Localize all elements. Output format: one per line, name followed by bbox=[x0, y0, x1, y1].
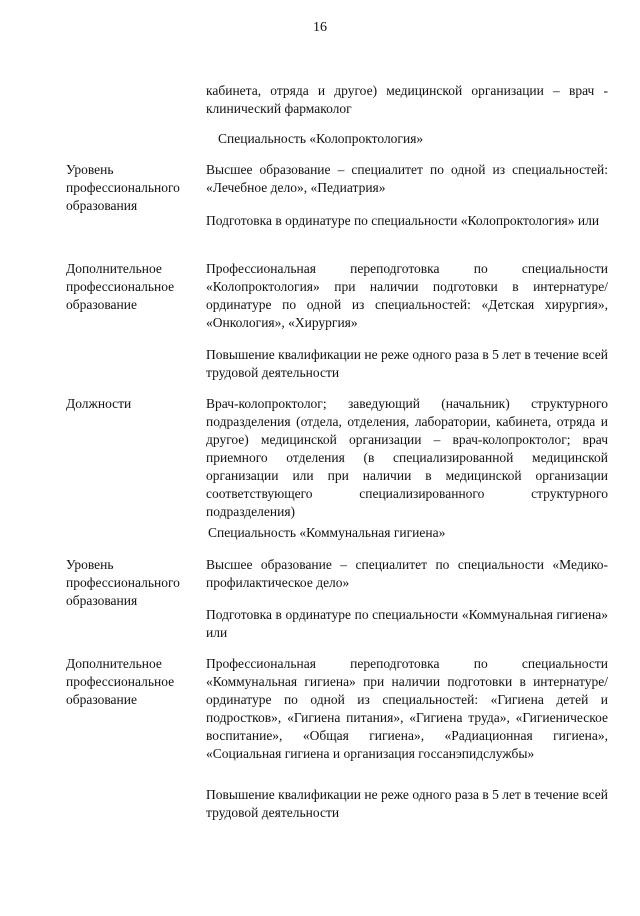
label-education-level: Уровень профессионального образования bbox=[66, 557, 180, 608]
content-education-level bbox=[206, 161, 608, 197]
label-additional-education: Дополнительное профессиональное образование bbox=[66, 656, 175, 707]
page-number: 16 bbox=[313, 20, 327, 35]
intro-paragraph bbox=[206, 82, 608, 118]
label-education-level: Уровень профессионального образования bbox=[66, 162, 180, 213]
paragraph: Высшее образование – специалитет по одной из специальностей: «Лечебное дело», «Педиатрия» bbox=[206, 162, 608, 195]
paragraph: Подготовка в ординатуре по специальности «Коммунальная гигиена» или bbox=[206, 607, 608, 640]
label-additional-education: Дополнительное профессиональное образование bbox=[66, 261, 175, 312]
paragraph: Подготовка в ординатуре по специальности «Колопроктология» или bbox=[206, 213, 600, 228]
content-residency bbox=[206, 212, 608, 230]
paragraph: Врач-колопроктолог; заведующий (начальник) структурного подразделения (отдела, отделения, лаборатории, кабинета, отряда и другое) медицинской организации – врач-колопроктолог; врач приемного отделения (в специализированной медицинской организации или при наличии в медицинской организации соответствующего специализированного структурного подразделения) bbox=[206, 396, 608, 519]
label-positions: Должности bbox=[66, 396, 132, 411]
content-qualification bbox=[206, 786, 608, 822]
content-residency bbox=[206, 606, 608, 642]
paragraph: Повышение квалификации не реже одного раза в 5 лет в течение всей трудовой деятельности bbox=[206, 787, 608, 820]
paragraph: Повышение квалификации не реже одного раза в 5 лет в течение всей трудовой деятельности bbox=[206, 347, 608, 380]
content-positions bbox=[206, 395, 608, 521]
paragraph: Профессиональная переподготовка по специальности «Коммунальная гигиена» при наличии подготовки в интернатуре/ординатуре по одной из специальностей: «Гигиена детей и подростков», «Гигиена питания», «Гигиена труда», «Гигиеническое воспитание», «Общая гигиена», «Радиационная гигиена», «Социальная гигиена и организация госсанэпидслужбы» bbox=[206, 656, 608, 761]
content-qualification bbox=[206, 346, 608, 382]
section-heading-communal-hygiene: Специальность «Коммунальная гигиена» bbox=[208, 525, 446, 540]
content-education-level bbox=[206, 556, 608, 592]
section-heading-coloproctology: Специальность «Колопроктология» bbox=[218, 131, 424, 146]
paragraph: Профессиональная переподготовка по специальности «Колопроктология» при наличии подготовки в интернатуре/ординатуре по одной из специальностей: «Детская хирургия», «Онкология», «Хирургия» bbox=[206, 261, 608, 330]
intro-text: кабинета, отряда и другое) медицинской организации – врач - клинический фармаколог bbox=[206, 83, 608, 116]
content-retraining bbox=[206, 655, 608, 763]
paragraph: Высшее образование – специалитет по специальности «Медико-профилактическое дело» bbox=[206, 557, 608, 590]
content-retraining bbox=[206, 260, 608, 332]
